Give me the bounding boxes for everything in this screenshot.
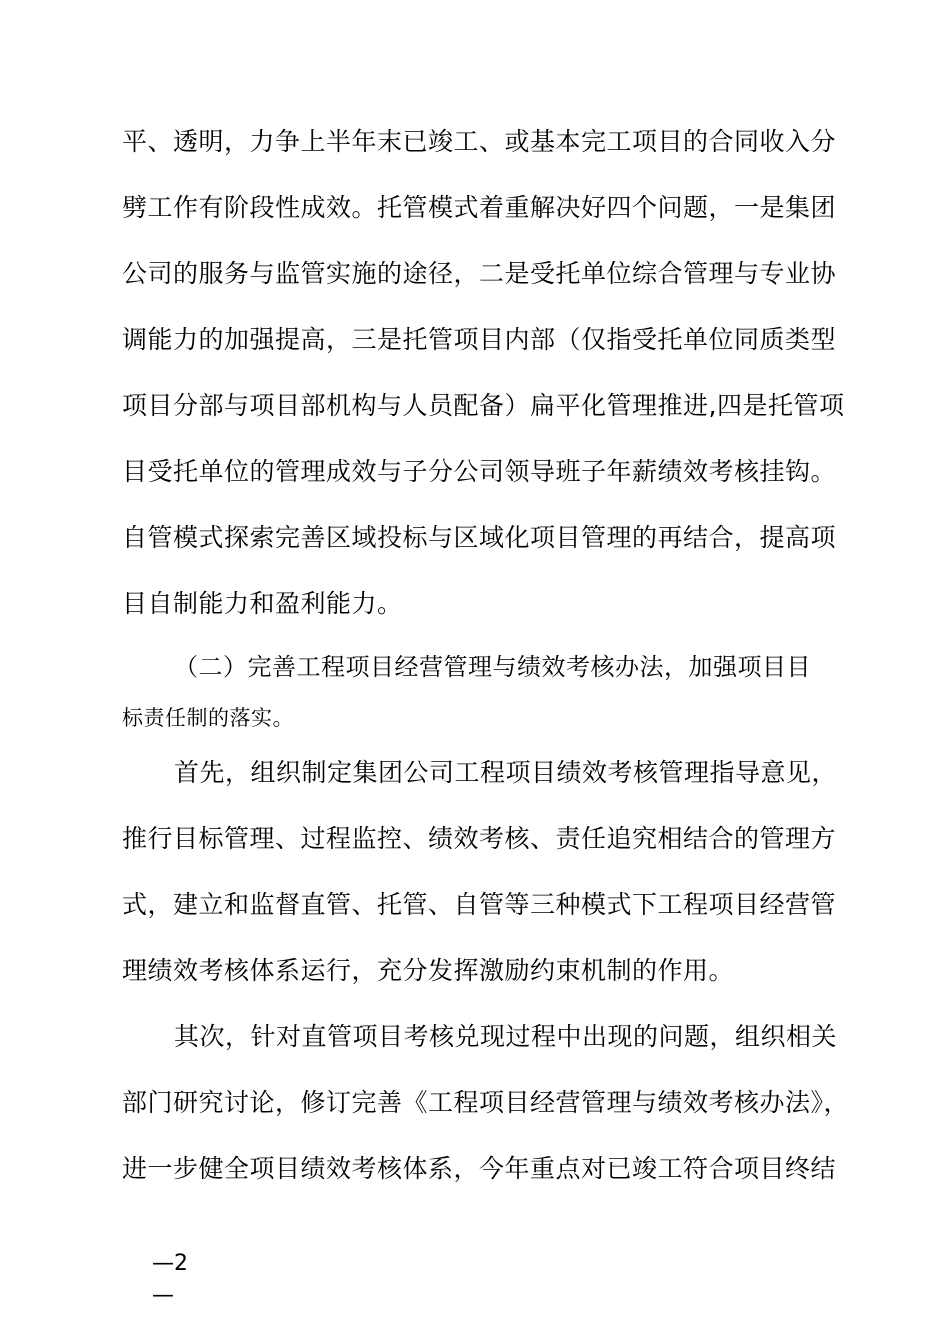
text-line: 理绩效考核体系运行，充分发挥激励约束机制的作用。: [122, 956, 735, 985]
section-heading-line: （二）完善工程项目经营管理与绩效考核办法，加强项目目: [174, 653, 811, 681]
section-heading-line: 标责任制的落实。: [122, 706, 294, 730]
text-line: 调能力的加强提高，三是托管项目内部（仅指受托单位同质类型: [122, 325, 837, 354]
text-line: 目自制能力和盈利能力。: [122, 589, 403, 618]
text-line: 其次，针对直管项目考核兑现过程中出现的问题，组织相关: [174, 1022, 838, 1051]
text-line: 劈工作有阶段性成效。托管模式着重解决好四个问题，一是集团: [122, 193, 837, 222]
text-line: 平、透明，力争上半年末已竣工、或基本完工项目的合同收入分: [122, 127, 837, 156]
text-line: 项目分部与项目部机构与人员配备）扁平化管理推进,四是托管项: [122, 391, 845, 420]
text-line: 部门研究讨论，修订完善《工程项目经营管理与绩效考核办法》，: [122, 1088, 850, 1117]
text-line: 首先，组织制定集团公司工程项目绩效考核管理指导意见，: [174, 758, 838, 787]
text-line: 推行目标管理、过程监控、绩效考核、责任追究相结合的管理方: [122, 824, 837, 853]
text-line: 目受托单位的管理成效与子分公司领导班子年薪绩效考核挂钩。: [122, 457, 837, 486]
text-line: 自管模式探索完善区域投标与区域化项目管理的再结合，提高项: [122, 523, 837, 552]
page-number-line: —: [152, 1283, 174, 1308]
page-number-line: —2: [152, 1251, 188, 1276]
text-line: 公司的服务与监管实施的途径，二是受托单位综合管理与专业协: [122, 259, 837, 288]
text-line: 式，建立和监督直管、托管、自管等三种模式下工程项目经营管: [122, 890, 837, 919]
text-line: 进一步健全项目绩效考核体系，今年重点对已竣工符合项目终结: [122, 1154, 837, 1183]
